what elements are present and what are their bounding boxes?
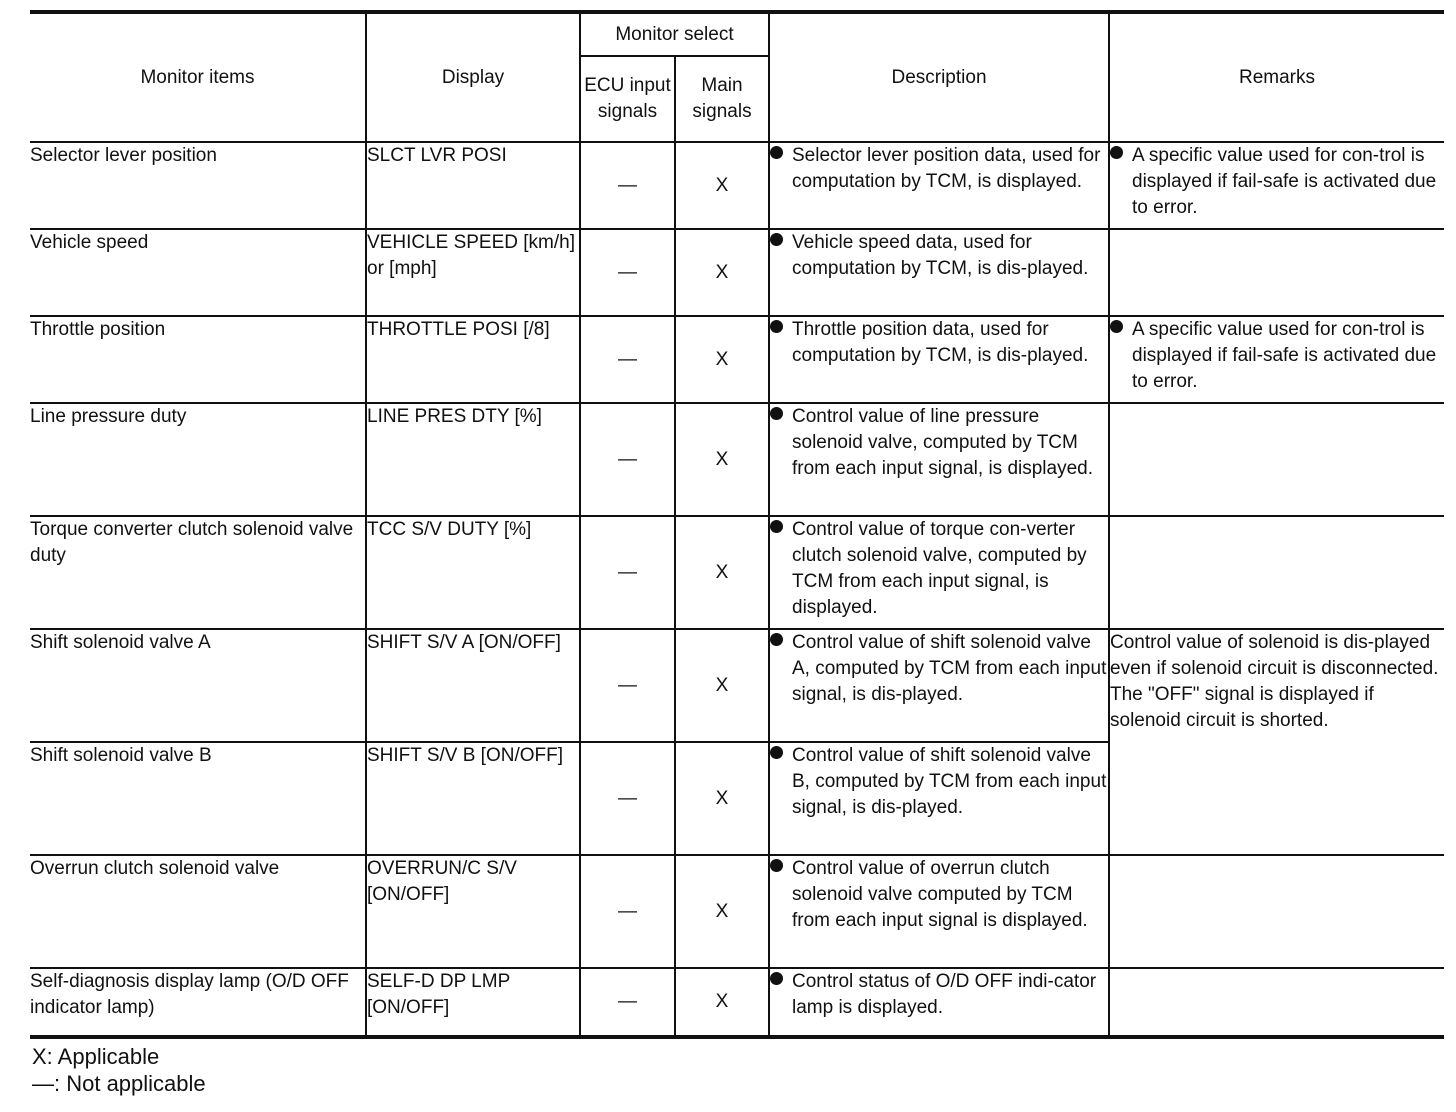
- main-signals-cell: X: [675, 229, 769, 316]
- header-remarks: Remarks: [1109, 12, 1444, 142]
- bullet-icon: [770, 746, 783, 759]
- description-text: Control value of shift solenoid valve B, computed by TCM from each input signal, is dis-played.: [792, 745, 1107, 818]
- remarks-cell: [1109, 403, 1444, 516]
- remarks-text: A specific value used for con-trol is displayed if fail-safe is activated due to error.: [1132, 319, 1437, 392]
- description-cell: [769, 229, 1109, 316]
- header-ecu-input-signals: ECU input signals: [580, 56, 675, 142]
- header-description: Description: [769, 12, 1109, 142]
- monitor-item-cell: Overrun clutch solenoid valve: [30, 855, 366, 968]
- monitor-item-cell: Selector lever position: [30, 142, 366, 229]
- display-cell: THROTTLE POSI [/8]: [366, 316, 580, 403]
- description-cell: [769, 403, 1109, 516]
- remarks-cell-shift-solenoids: Control value of solenoid is dis-played even if solenoid circuit is disconnected. The "OFF" signal is displayed if solenoid circuit is shorted.: [1109, 629, 1444, 855]
- description-cell: [769, 855, 1109, 968]
- bullet-icon: [770, 972, 783, 985]
- description-cell: [769, 742, 1109, 855]
- monitor-item-cell: Torque converter clutch solenoid valve duty: [30, 516, 366, 629]
- monitor-item-cell: Vehicle speed: [30, 229, 366, 316]
- main-signals-cell: X: [675, 855, 769, 968]
- table-row: [30, 629, 1444, 742]
- description-text: Selector lever position data, used for computation by TCM, is displayed.: [792, 145, 1101, 192]
- description-cell: [769, 516, 1109, 629]
- description-text: Throttle position data, used for computation by TCM, is dis-played.: [792, 319, 1089, 366]
- description-cell: [769, 629, 1109, 742]
- remarks-cell: [1109, 855, 1444, 968]
- ecu-input-cell: —: [580, 742, 675, 855]
- ecu-input-cell: —: [580, 142, 675, 229]
- remarks-cell: [1109, 229, 1444, 316]
- bullet-icon: [770, 633, 783, 646]
- monitor-item-cell: Self-diagnosis display lamp (O/D OFF indicator lamp): [30, 968, 366, 1037]
- main-signals-cell: X: [675, 142, 769, 229]
- remarks-text: A specific value used for con-trol is displayed if fail-safe is activated due to error.: [1132, 145, 1437, 218]
- remarks-cell: [1109, 316, 1444, 403]
- ecu-input-cell: —: [580, 403, 675, 516]
- bullet-icon: [1110, 320, 1123, 333]
- table-row: [30, 229, 1444, 316]
- display-cell: LINE PRES DTY [%]: [366, 403, 580, 516]
- description-cell: [769, 968, 1109, 1037]
- display-cell: TCC S/V DUTY [%]: [366, 516, 580, 629]
- description-cell: [769, 316, 1109, 403]
- main-signals-cell: X: [675, 516, 769, 629]
- table-row: [30, 316, 1444, 403]
- legend: [32, 1043, 206, 1097]
- ecu-input-cell: —: [580, 516, 675, 629]
- display-cell: OVERRUN/C S/V [ON/OFF]: [366, 855, 580, 968]
- monitor-item-cell: Shift solenoid valve B: [30, 742, 366, 855]
- description-cell: [769, 142, 1109, 229]
- remarks-cell: [1109, 968, 1444, 1037]
- ecu-input-cell: —: [580, 968, 675, 1037]
- description-text: Control status of O/D OFF indi-cator lamp is displayed.: [792, 971, 1097, 1018]
- legend-applicable: X: Applicable: [32, 1044, 160, 1069]
- header-monitor-items: Monitor items: [30, 12, 366, 142]
- legend-not-applicable: —: Not applicable: [32, 1071, 206, 1096]
- table-row: [30, 968, 1444, 1037]
- description-text: Vehicle speed data, used for computation by TCM, is dis-played.: [792, 232, 1089, 279]
- table-row: [30, 403, 1444, 516]
- bullet-icon: [770, 859, 783, 872]
- ecu-input-cell: —: [580, 629, 675, 742]
- display-cell: SELF-D DP LMP [ON/OFF]: [366, 968, 580, 1037]
- monitor-item-cell: Line pressure duty: [30, 403, 366, 516]
- bullet-icon: [770, 320, 783, 333]
- table-row: [30, 855, 1444, 968]
- display-cell: SHIFT S/V A [ON/OFF]: [366, 629, 580, 742]
- description-text: Control value of overrun clutch solenoid valve computed by TCM from each input signal is displayed.: [792, 858, 1088, 931]
- remarks-cell: [1109, 142, 1444, 229]
- display-cell: SHIFT S/V B [ON/OFF]: [366, 742, 580, 855]
- header-monitor-select: Monitor select: [580, 12, 769, 56]
- ecu-input-cell: —: [580, 316, 675, 403]
- monitor-item-cell: Shift solenoid valve A: [30, 629, 366, 742]
- bullet-icon: [770, 407, 783, 420]
- bullet-icon: [770, 233, 783, 246]
- description-text: Control value of line pressure solenoid valve, computed by TCM from each input signal, is displayed.: [792, 406, 1093, 479]
- header-display: Display: [366, 12, 580, 142]
- display-cell: VEHICLE SPEED [km/h] or [mph]: [366, 229, 580, 316]
- bullet-icon: [1110, 146, 1123, 159]
- main-signals-cell: X: [675, 629, 769, 742]
- header-main-signals: Main signals: [675, 56, 769, 142]
- main-signals-cell: X: [675, 403, 769, 516]
- monitor-items-table: [30, 10, 1444, 1039]
- main-signals-cell: X: [675, 742, 769, 855]
- bullet-icon: [770, 520, 783, 533]
- description-text: Control value of torque con-verter clutch solenoid valve, computed by TCM from each input signal, is displayed.: [792, 519, 1087, 618]
- table-row: [30, 142, 1444, 229]
- main-signals-cell: X: [675, 316, 769, 403]
- bullet-icon: [770, 146, 783, 159]
- ecu-input-cell: —: [580, 855, 675, 968]
- display-cell: SLCT LVR POSI: [366, 142, 580, 229]
- description-text: Control value of shift solenoid valve A, computed by TCM from each input signal, is dis-played.: [792, 632, 1107, 705]
- ecu-input-cell: —: [580, 229, 675, 316]
- main-signals-cell: X: [675, 968, 769, 1037]
- remarks-cell: [1109, 516, 1444, 629]
- table-row: [30, 516, 1444, 629]
- monitor-item-cell: Throttle position: [30, 316, 366, 403]
